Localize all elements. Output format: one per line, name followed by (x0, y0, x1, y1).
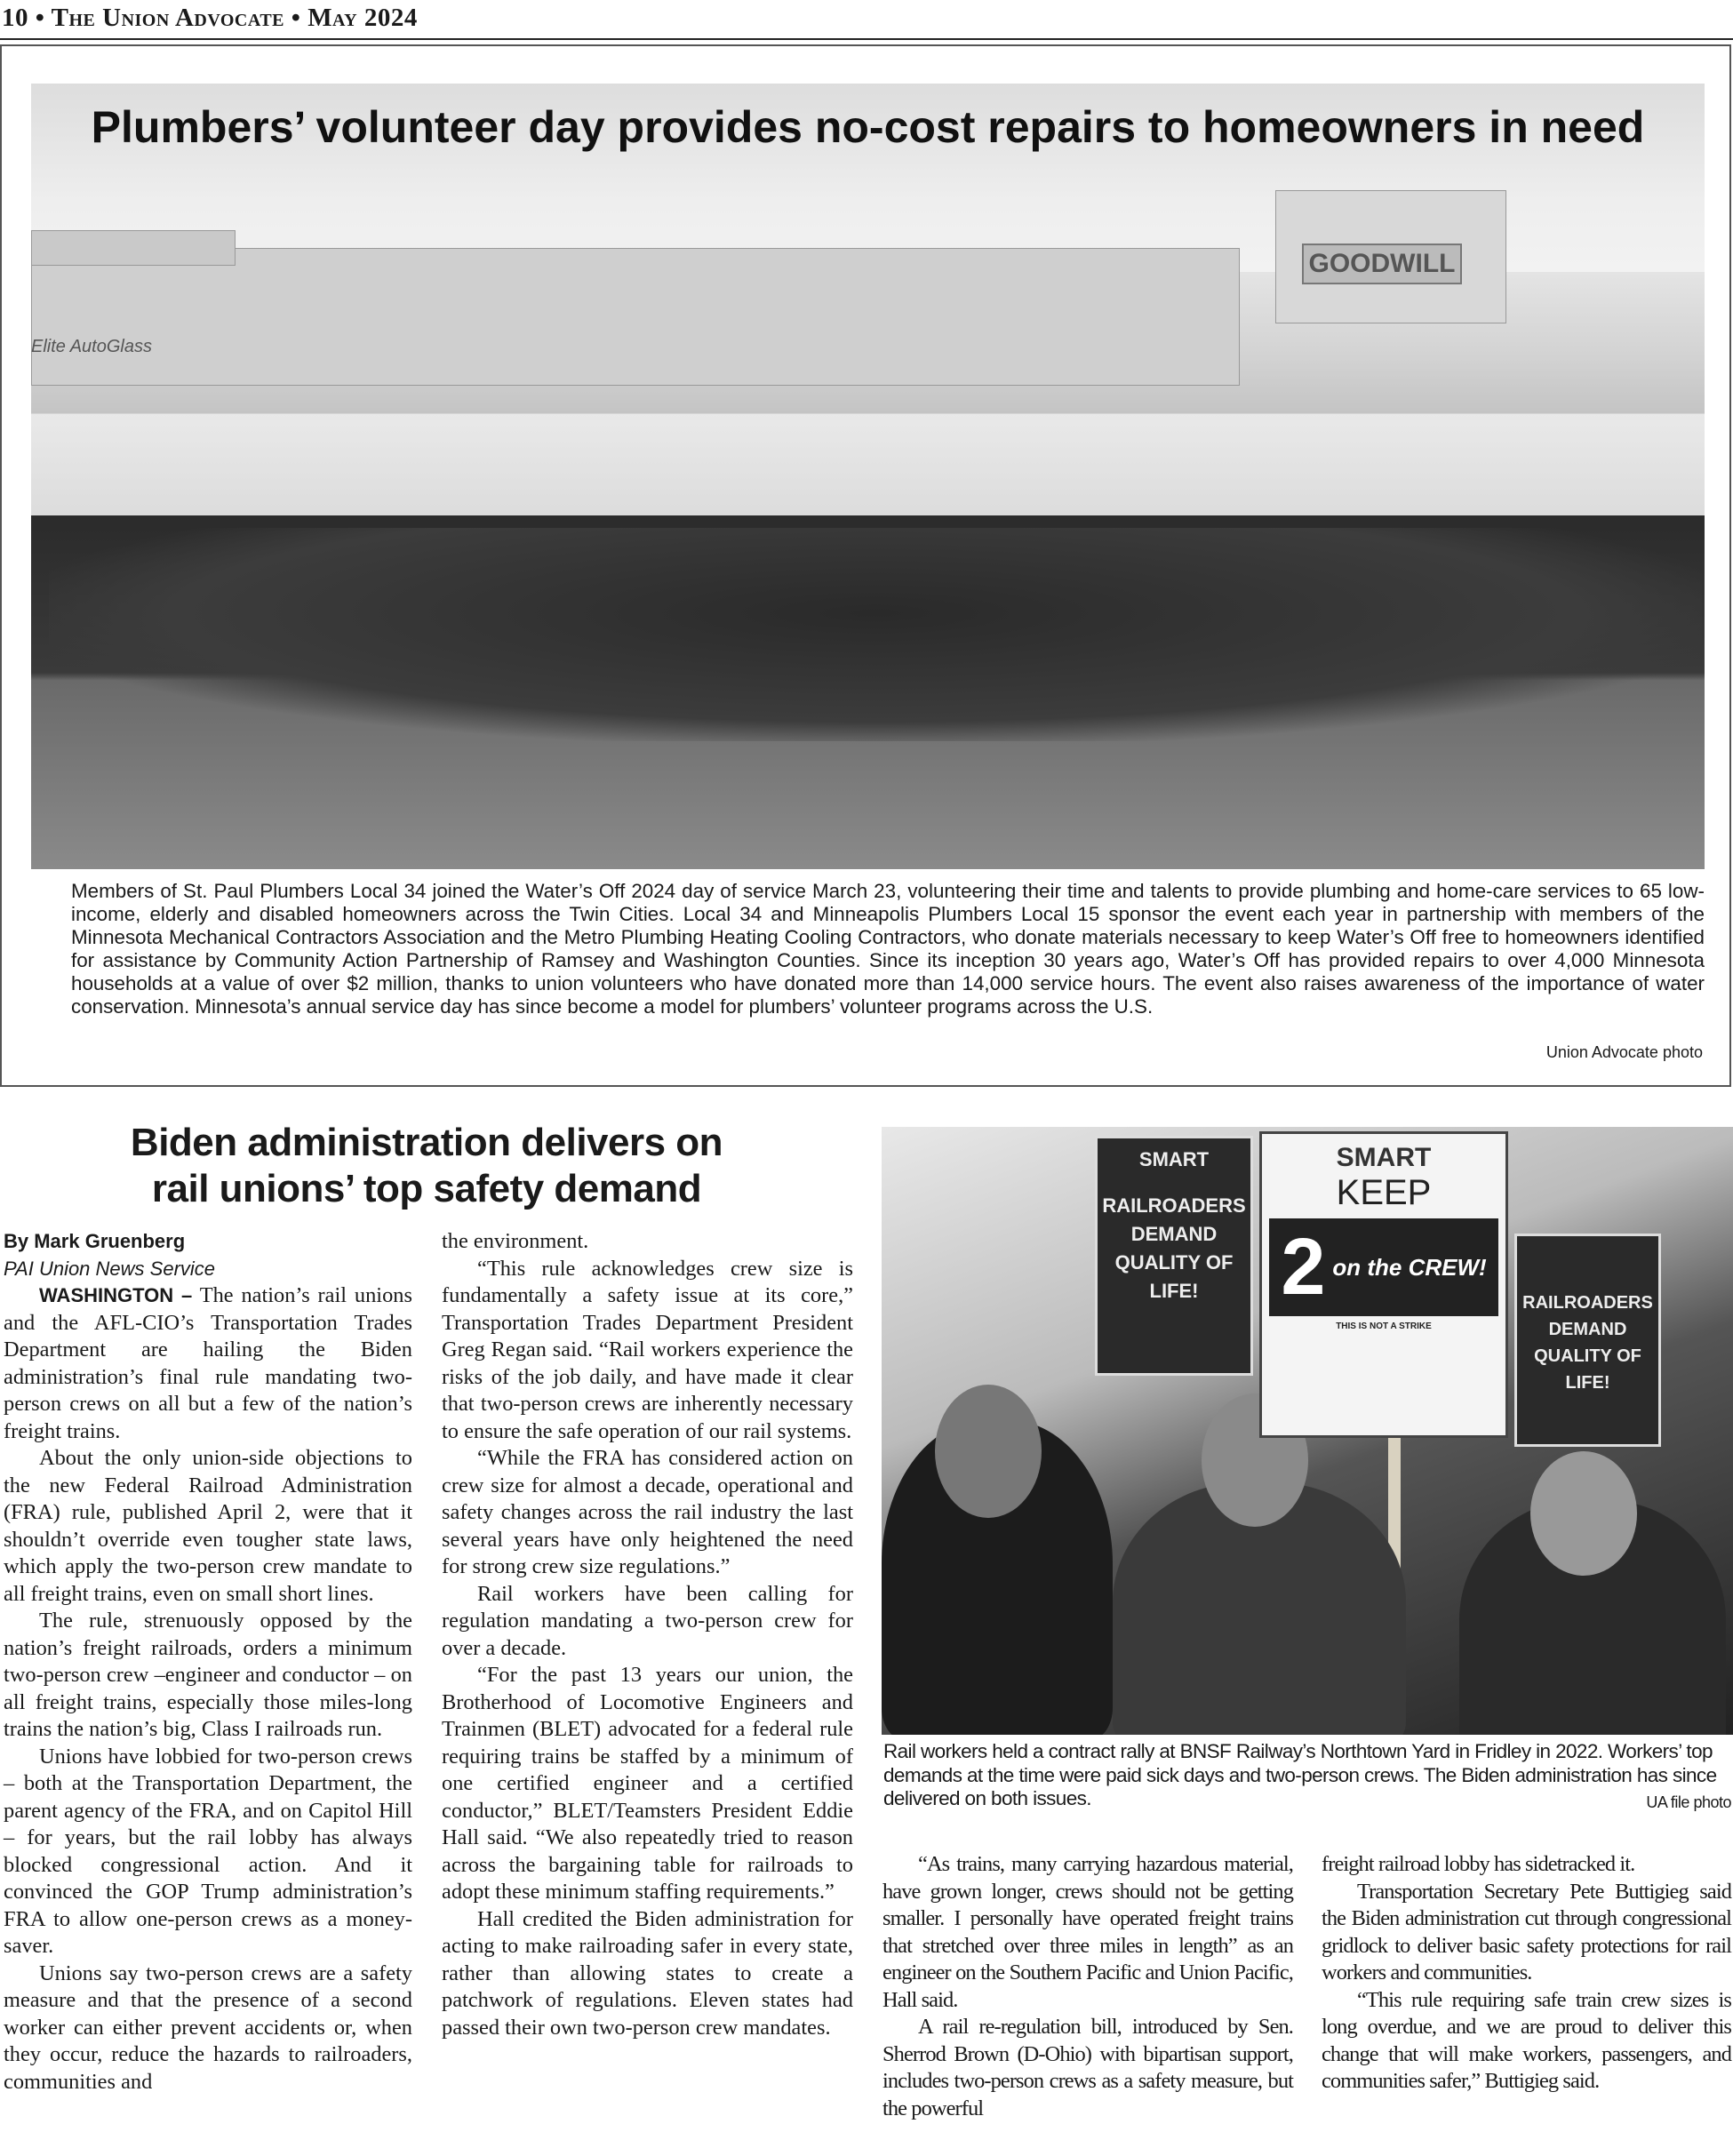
building (31, 248, 1240, 386)
paragraph: “For the past 13 years our union, the Brotherhood of Locomotive Engineers and Trainmen (BLET) advocated for a federal rule requiring trains be staffed by a minimum of one certified engineer and a certified conductor,” BLET/Teamsters President Eddie Hall said. “We also repeatedly tried to reason across the bargaining table for railroads to adopt these minimum staffing requirements.” (442, 1663, 853, 1904)
story-plumbers-box (0, 44, 1731, 1087)
paragraph: Rail workers have been calling for regulation mandating a two-person crew for over a decade. (442, 1581, 853, 1660)
byline: By Mark Gruenberg (4, 1230, 186, 1252)
building-roof (31, 230, 236, 266)
paper-name: The Union Advocate (51, 4, 285, 32)
paragraph: “As trains, many carrying hazardous material, have grown longer, crews should not be getting smaller. I personally have operated freight trains that stretched over three miles in length” as an engineer on the Southern Pacific and Union Pacific, Hall said. (882, 1852, 1293, 2012)
header-rule (0, 38, 1733, 40)
dateline: WASHINGTON – (39, 1284, 193, 1306)
group-photo-plumbers (31, 84, 1705, 869)
paragraph: freight railroad lobby has sidetracked it. (1322, 1852, 1635, 1876)
headline-rail: Biden administration delivers on rail unions’ top safety demand (130, 1121, 723, 1210)
paragraph: the environment. (442, 1229, 589, 1253)
caption-rally: Rail workers held a contract rally at BNSF Railway’s Northtown Yard in Fridley in 2022. Workers’ top demands at the time were paid sick days and two-person crews. The Biden administration has since delivered on both issues. UA file photo (883, 1740, 1731, 1815)
paragraph: WASHINGTON – The nation’s rail unions and the AFL-CIO’s Transportation Trades Department are hailing the Biden administration’s final rule mandating two-person crews on all but a few of the nation’s freight trains. (4, 1283, 412, 1443)
page-number: 10 (2, 4, 28, 32)
paragraph: “This rule acknowledges crew size is fundamentally a safety issue at its core,” Transportation Trades Department President Greg Regan said. “Rail workers experience the risks of the job daily, and have made it clear that two-person crews are inherently necessary to ensure the safe operation of our rail systems. (442, 1256, 853, 1443)
paragraph: A rail re-regulation bill, introduced by Sen. Sherrod Brown (D-Ohio) with bipartisan support, includes two-person crews as a safety measure, but the powerful (882, 2015, 1293, 2120)
article-column-3 (882, 1851, 1293, 2122)
sign-quality: RAILROADERS DEMAND QUALITY OF LIFE! (1514, 1234, 1661, 1447)
paragraph: “While the FRA has considered action on crew size for almost a decade, operational and safety changes across the rail industry the last several years have only heightened the need for strong crew size regulations.” (442, 1446, 853, 1578)
paragraph: Hall credited the Biden administration for acting to make railroading safer in every state, rather than allowing states to create a patchwork of regulations. Eleven states had passed their own two-person crew mandates. (442, 1906, 853, 2040)
sign-railroaders: SMART RAILROADERS DEMAND QUALITY OF LIFE! (1095, 1136, 1253, 1376)
headline-plumbers: Plumbers’ volunteer day provides no-cost repairs to homeowners in need (91, 102, 1645, 152)
paragraph: About the only union-side objections to the new Federal Railroad Administration (FRA) rule, published April 2, were that it shouldn’t override even tougher state laws, which apply the two-person crew mandate to all freight trains, even on small short lines. (4, 1446, 412, 1606)
goodwill-sign: GOODWILL (1302, 244, 1462, 284)
paragraph: The rule, strenuously opposed by the nation’s freight railroads, orders a minimum two-person crew –engineer and conductor – on all freight trains, especially those miles-long trains the nation’s big, Class I railroads run. (4, 1609, 412, 1741)
crowd (49, 528, 1702, 741)
paragraph: Transportation Secretary Pete Buttigieg said the Biden administration cut through congressional gridlock to deliver basic safety protections for rail workers and communities. (1322, 1879, 1731, 1984)
rally-photo (882, 1127, 1733, 1735)
article-column-1 (4, 1228, 412, 2096)
paragraph: Unions say two-person crews are a safety measure and that the presence of a second worker can either prevent accidents or, when they occur, reduce the hazards to railroaders, communities and (4, 1960, 412, 2094)
sign-keep-2: SMART KEEP 2 on the CREW! THIS IS NOT A STRIKE (1259, 1131, 1508, 1438)
issue-date: May 2024 (307, 4, 418, 32)
caption-plumbers: Members of St. Paul Plumbers Local 34 joined the Water’s Off 2024 day of service March 23, volunteering their time and talents to provide plumbing and home-care services to 65 low-income, elderly and disabled homeowners across the Twin Cities. Local 34 and Minneapolis Plumbers Local 15 sponsor the event each year in partnership with members of the Minnesota Mechanical Contractors Association and the Metro Plumbing Heating Cooling Contractors, who donate materials necessary to keep Water’s Off free to homeowners identified for assistance by Community Action Partnership of Ramsey and Washington Counties. Since its inception 30 years ago, Water’s Off has provided repairs to over 4,000 Minnesota households at a value of over $2 million, thanks to union volunteers who have donated more than 14,000 service hours. The event also raises awareness of the importance of water conservation. Minnesota’s annual service day has since become a model for plumbers’ volunteer programs across the U.S. (71, 880, 1705, 1018)
autoglass-sign: Elite AutoGlass (31, 337, 152, 356)
photo-credit: Union Advocate photo (1545, 1043, 1703, 1061)
article-column-4 (1322, 1851, 1731, 2096)
page-folio: 10 • The Union Advocate • May 2024 (2, 4, 418, 32)
paragraph: Unions have lobbied for two-person crews – both at the Transportation Department, the parent agency of the FRA, and on Capitol Hill – for years, but the rail lobby has always blocked congressional action. And it convinced the GOP Trump administration’s FRA to allow one-person crews as a money-saver. (4, 1744, 412, 1958)
photo-credit: UA file photo (1646, 1793, 1731, 1811)
paragraph: “This rule requiring safe train crew sizes is long overdue, and we are proud to deliver this change that will make workers, passengers, and communities safer,” Buttigieg said. (1322, 1987, 1731, 2093)
news-service: PAI Union News Service (4, 1257, 216, 1280)
article-column-2 (442, 1228, 853, 2041)
